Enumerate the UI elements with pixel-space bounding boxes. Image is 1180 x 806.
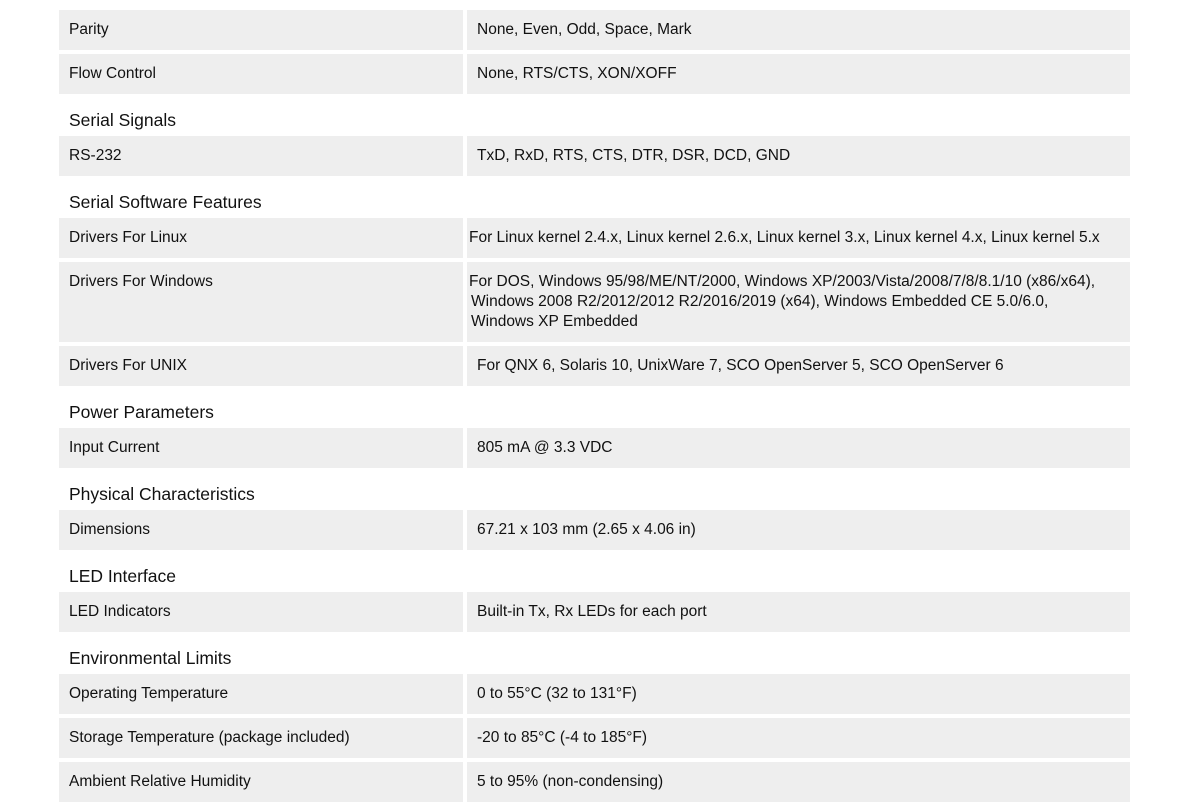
spec-table bbox=[59, 10, 1130, 806]
spec-row-operating-temperature bbox=[59, 674, 1130, 714]
spec-row-drivers-windows bbox=[59, 262, 1130, 342]
spec-value: For QNX 6, Solaris 10, UnixWare 7, SCO OpenServer 5, SCO OpenServer 6 bbox=[467, 346, 1130, 386]
section-title-serial-software: Serial Software Features bbox=[69, 192, 262, 212]
spec-value: 0 to 55°C (32 to 131°F) bbox=[467, 674, 1130, 714]
spec-row-flow-control bbox=[59, 54, 1130, 94]
spec-row-storage-temperature bbox=[59, 718, 1130, 758]
spec-value-line: Windows XP Embedded bbox=[471, 313, 638, 330]
section-title-physical: Physical Characteristics bbox=[69, 484, 255, 504]
section-title-serial-signals: Serial Signals bbox=[69, 110, 176, 130]
spec-label: Ambient Relative Humidity bbox=[59, 762, 463, 802]
spec-label: Input Current bbox=[59, 428, 463, 468]
spec-label: Operating Temperature bbox=[59, 674, 463, 714]
spec-label: Parity bbox=[59, 10, 463, 50]
spec-row-led-indicators bbox=[59, 592, 1130, 632]
spec-label: RS-232 bbox=[59, 136, 463, 176]
spec-value: 67.21 x 103 mm (2.65 x 4.06 in) bbox=[467, 510, 1130, 550]
section-title-led: LED Interface bbox=[69, 566, 176, 586]
spec-label: Drivers For UNIX bbox=[59, 346, 463, 386]
spec-value: 5 to 95% (non-condensing) bbox=[467, 762, 1130, 802]
spec-value: TxD, RxD, RTS, CTS, DTR, DSR, DCD, GND bbox=[467, 136, 1130, 176]
section-title-environmental: Environmental Limits bbox=[69, 648, 232, 668]
spec-label: Drivers For Linux bbox=[59, 218, 463, 258]
spec-row-dimensions bbox=[59, 510, 1130, 550]
spec-value: -20 to 85°C (-4 to 185°F) bbox=[467, 718, 1130, 758]
spec-label: Drivers For Windows bbox=[59, 262, 463, 342]
spec-value bbox=[467, 262, 1130, 342]
spec-value: 805 mA @ 3.3 VDC bbox=[467, 428, 1130, 468]
spec-row-input-current bbox=[59, 428, 1130, 468]
spec-value-line: For DOS, Windows 95/98/ME/NT/2000, Windows XP/2003/Vista/2008/7/8/8.1/10 (x86/x64), bbox=[469, 273, 1096, 290]
spec-value: None, RTS/CTS, XON/XOFF bbox=[467, 54, 1130, 94]
spec-row-drivers-unix bbox=[59, 346, 1130, 386]
spec-row-parity bbox=[59, 10, 1130, 50]
spec-label: Dimensions bbox=[59, 510, 463, 550]
spec-label: Storage Temperature (package included) bbox=[59, 718, 463, 758]
spec-value: For Linux kernel 2.4.x, Linux kernel 2.6.x, Linux kernel 3.x, Linux kernel 4.x, Linux kernel 5.x bbox=[467, 218, 1130, 258]
spec-value-line: Windows 2008 R2/2012/2012 R2/2016/2019 (x64), Windows Embedded CE 5.0/6.0, bbox=[471, 293, 1049, 310]
spec-row-drivers-linux bbox=[59, 218, 1130, 258]
section-title-power: Power Parameters bbox=[69, 402, 214, 422]
spec-value: Built-in Tx, Rx LEDs for each port bbox=[467, 592, 1130, 632]
spec-label: Flow Control bbox=[59, 54, 463, 94]
spec-value: None, Even, Odd, Space, Mark bbox=[467, 10, 1130, 50]
spec-label: LED Indicators bbox=[59, 592, 463, 632]
spec-row-rs232 bbox=[59, 136, 1130, 176]
spec-row-relative-humidity bbox=[59, 762, 1130, 802]
